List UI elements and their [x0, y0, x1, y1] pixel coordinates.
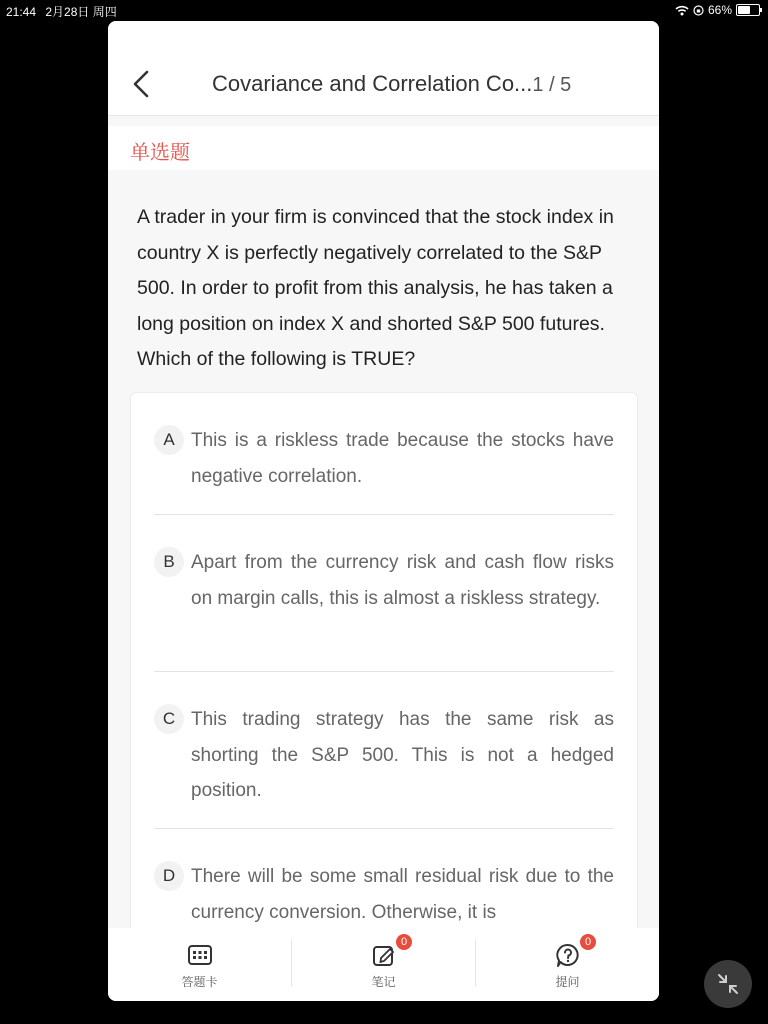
answer-card-icon	[186, 941, 214, 969]
option-letter: B	[154, 547, 184, 577]
ask-badge: 0	[580, 934, 596, 950]
question-icon	[554, 941, 582, 969]
option-text: This trading strategy has the same risk as shorting the S&P 500. This is not a hedged position.	[191, 709, 614, 801]
status-right	[675, 3, 760, 17]
option-divider	[154, 671, 614, 672]
tab-notes[interactable]	[292, 928, 475, 1001]
app-window	[108, 21, 659, 1001]
option-text: There will be some small residual risk due to the currency conversion. Otherwise, it is	[191, 866, 614, 923]
options-list	[130, 392, 638, 928]
status-date: 2月28日 周四	[45, 5, 117, 19]
tab-answer-card[interactable]	[108, 928, 291, 1001]
option-divider	[154, 828, 614, 829]
tab-ask[interactable]	[476, 928, 659, 1001]
option-divider	[154, 514, 614, 515]
option-text: This is a riskless trade because the stocks have negative correlation.	[191, 430, 614, 487]
minimize-button[interactable]	[704, 960, 752, 1008]
battery-icon	[736, 4, 760, 16]
option-letter: A	[154, 425, 184, 455]
wifi-icon	[675, 5, 689, 16]
page-indicator: 1 / 5	[532, 74, 572, 96]
notes-badge: 0	[396, 934, 412, 950]
nav-header	[108, 21, 659, 116]
tab-label: 笔记	[371, 975, 396, 989]
question-content	[108, 116, 659, 928]
question-text: A trader in your firm is convinced that the stock index in country X is perfectly negatively correlated to the S&P 500. In order to profit from this analysis, he has taken a long position on index X and shorted S&P 500 futures. Which of the following is TRUE?	[137, 206, 614, 370]
page-title-text: Covariance and Correlation Co...	[212, 71, 533, 96]
collapse-arrows-icon	[704, 960, 752, 1008]
back-icon[interactable]	[128, 69, 158, 99]
orientation-lock-icon	[693, 5, 704, 16]
note-icon	[370, 941, 398, 969]
option-letter: D	[154, 861, 184, 891]
battery-percent: 66%	[707, 3, 732, 17]
question-type-bar	[108, 126, 659, 170]
status-left	[6, 3, 123, 20]
option-text: Apart from the currency risk and cash flow risks on margin calls, this is almost a riskless strategy.	[191, 552, 614, 609]
tab-label: 答题卡	[181, 975, 218, 989]
status-bar	[0, 0, 768, 20]
page-title	[212, 71, 571, 97]
tab-label: 提问	[555, 975, 580, 989]
bottom-toolbar	[108, 928, 659, 1001]
option-letter: C	[154, 704, 184, 734]
status-time: 21:44	[6, 5, 37, 19]
question-type-label: 单选题	[130, 142, 190, 164]
